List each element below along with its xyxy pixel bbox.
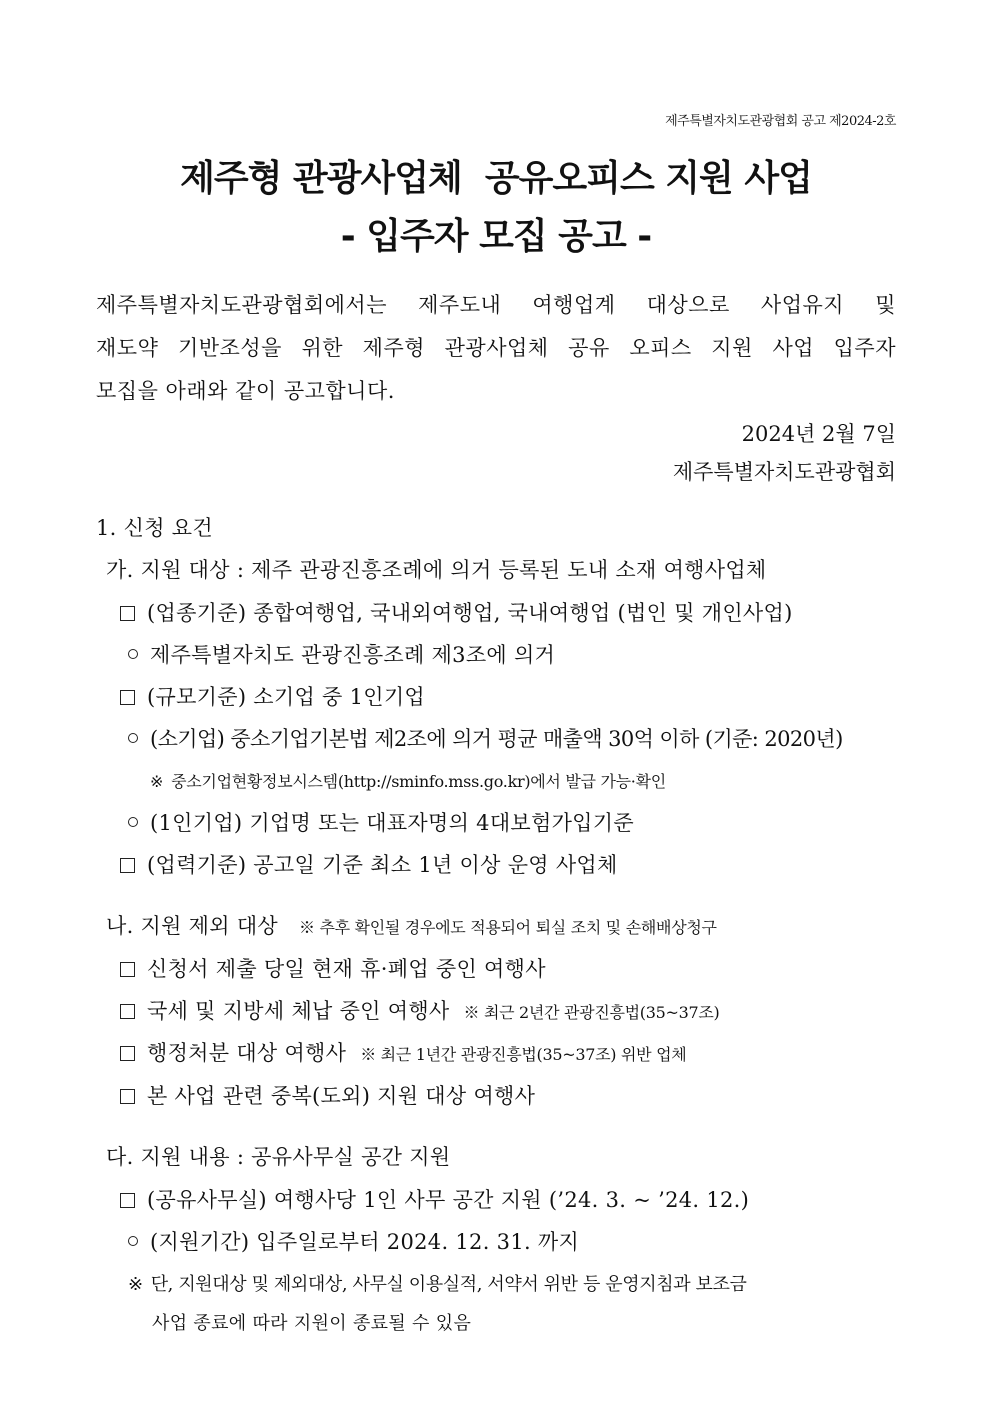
checkbox-square-icon <box>120 1193 135 1208</box>
list-item: 신청서 제출 당일 현재 휴·폐업 중인 여행사 <box>120 953 546 983</box>
circle-bullet-icon <box>128 1236 138 1246</box>
list-item-note: ※ 단, 지원대상 및 제외대상, 사무실 이용실적, 서약서 위반 등 운영지침과 보조금 <box>128 1274 747 1295</box>
section-1a-heading: 가. 지원 대상 : 제주 관광진흥조례에 의거 등록된 도내 소재 여행사업체 <box>106 558 767 582</box>
list-item: (지원기간) 입주일로부터 2024. 12. 31. 까지 <box>128 1226 579 1256</box>
list-item: (업력기준) 공고일 기준 최소 1년 이상 운영 사업체 <box>120 849 618 879</box>
reference-mark-icon: ※ <box>150 772 164 791</box>
checkbox-square-icon <box>120 1046 135 1061</box>
circle-bullet-icon <box>128 649 138 659</box>
list-item: 제주특별자치도 관광진흥조례 제3조에 의거 <box>128 639 555 669</box>
list-item: (공유사무실) 여행사당 1인 사무 공간 지원 (’24. 3. ~ ’24. 12.) <box>120 1184 749 1214</box>
list-item: (1인기업) 기업명 또는 대표자명의 4대보험가입기준 <box>128 807 634 837</box>
circle-bullet-icon <box>128 817 138 827</box>
intro-paragraph <box>96 284 896 413</box>
notice-number: 제주특별자치도관광협회 공고 제2024-2호 <box>665 114 896 129</box>
list-item-note: ※ 중소기업현황정보시스템(http://sminfo.mss.go.kr)에서 발급 가능·확인 <box>150 772 666 791</box>
intro-line-3: 모집을 아래와 같이 공고합니다. <box>96 379 395 403</box>
list-item: 국세 및 지방세 체납 중인 여행사 ※ 최근 2년간 관광진흥법(35~37조) <box>120 995 719 1025</box>
checkbox-square-icon <box>120 858 135 873</box>
page-subtitle: - 입주자 모집 공고 - <box>340 216 652 257</box>
list-item-note: 사업 종료에 따라 지원이 종료될 수 있음 <box>152 1313 472 1334</box>
page-title: 제주형 관광사업체 공유오피스 지원 사업 <box>180 158 812 199</box>
list-item: 본 사업 관련 중복(도외) 지원 대상 여행사 <box>120 1080 535 1110</box>
section-1c-heading: 다. 지원 내용 : 공유사무실 공간 지원 <box>106 1145 451 1169</box>
list-item: 행정처분 대상 여행사 ※ 최근 1년간 관광진흥법(35~37조) 위반 업체 <box>120 1037 686 1067</box>
issuing-organization: 제주특별자치도관광협회 <box>672 460 896 484</box>
intro-line-2: 재도약 기반조성을 위한 제주형 관광사업체 공유 오피스 지원 사업 입주자 <box>96 336 896 360</box>
notice-date: 2024년 2월 7일 <box>741 422 896 446</box>
checkbox-square-icon <box>120 1004 135 1019</box>
checkbox-square-icon <box>120 606 135 621</box>
list-item: (소기업) 중소기업기본법 제2조에 의거 평균 매출액 30억 이하 (기준: 2020년) <box>128 723 843 753</box>
intro-line-1: 제주특별자치도관광협회에서는 제주도내 여행업계 대상으로 사업유지 및 <box>96 293 896 317</box>
section-1b-note: ※ 추후 확인될 경우에도 적용되어 퇴실 조치 및 손해배상청구 <box>298 918 717 937</box>
list-item: (규모기준) 소기업 중 1인기업 <box>120 681 425 711</box>
list-item: (업종기준) 종합여행업, 국내외여행업, 국내여행업 (법인 및 개인사업) <box>120 597 793 627</box>
checkbox-square-icon <box>120 962 135 977</box>
section-1b-heading: 나. 지원 제외 대상 ※ 추후 확인될 경우에도 적용되어 퇴실 조치 및 손해배상청구 <box>106 914 717 938</box>
reference-mark-icon: ※ <box>128 1274 143 1295</box>
checkbox-square-icon <box>120 1089 135 1104</box>
section-1-heading: 1. 신청 요건 <box>96 516 213 540</box>
circle-bullet-icon <box>128 733 138 743</box>
checkbox-square-icon <box>120 690 135 705</box>
